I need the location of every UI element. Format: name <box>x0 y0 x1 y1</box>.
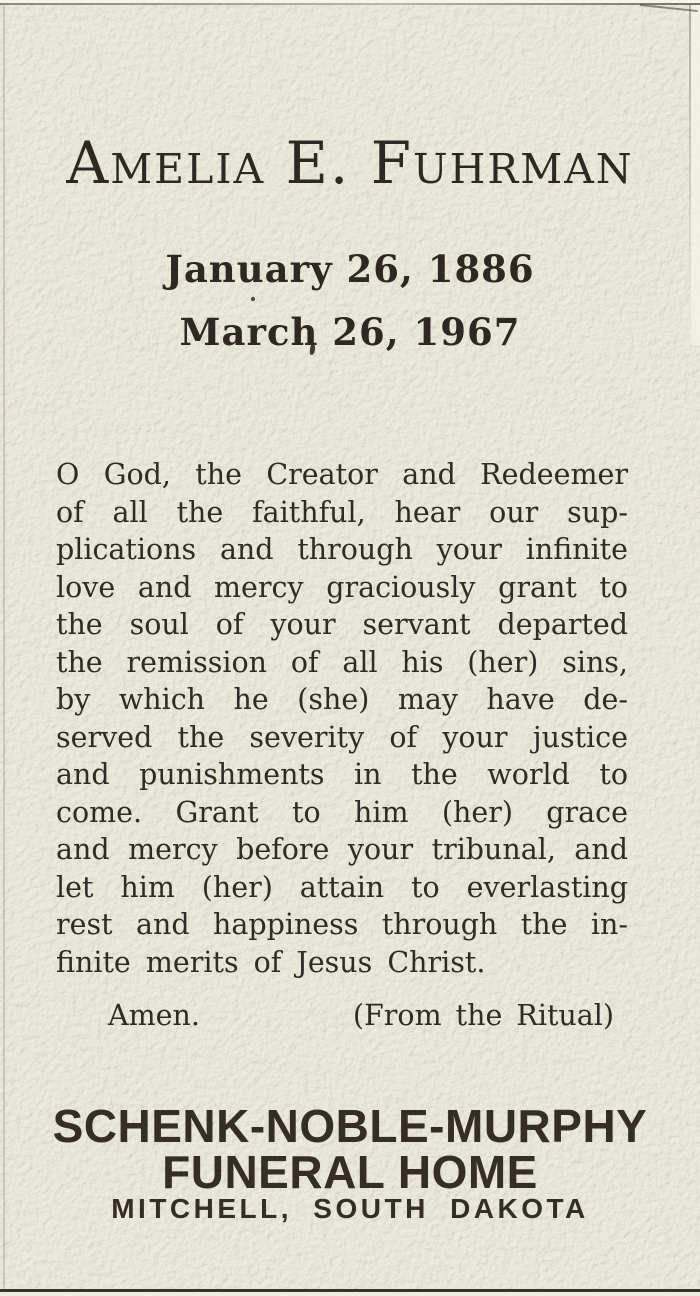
prayer-line: come. Grant to him (her) grace <box>56 795 628 829</box>
scan-edge-top-line <box>0 3 700 5</box>
prayer-line: the soul of your servant departed <box>56 608 628 641</box>
ink-speck <box>251 297 255 301</box>
funeral-home-location: MITCHELL, SOUTH DAKOTA <box>111 1193 589 1224</box>
prayer-line: by which he (she) may have de- <box>56 683 628 716</box>
prayer-line: let him (her) attain to everlasting <box>56 870 628 904</box>
scan-edge-bottom-strip <box>0 1292 700 1296</box>
prayer-text <box>56 456 628 981</box>
funeral-home-name-line2: FUNERAL HOME <box>162 1146 538 1198</box>
ritual-attribution: (From the Ritual) <box>352 999 614 1032</box>
prayer-line: the remission of all his (her) sins, <box>56 645 628 679</box>
prayer-line: plications and through your infinite <box>56 533 628 566</box>
prayer-line: served the severity of your justice <box>56 720 628 754</box>
prayer-line: and mercy before your tribunal, and <box>56 833 628 866</box>
death-date: March 26, 1967 <box>179 310 521 354</box>
prayer-line: rest and happiness through the in- <box>56 908 628 941</box>
prayer-line: finite merits of Jesus Christ. <box>56 945 486 979</box>
prayer-line: love and mercy graciously grant to <box>56 570 628 604</box>
amen-label: Amen. <box>108 999 200 1032</box>
prayer-line: and punishments in the world to <box>56 758 628 791</box>
prayer-closing-row <box>56 997 628 1034</box>
prayer-line: of all the faithful, hear our sup- <box>56 495 628 529</box>
prayer-line: O God, the Creator and Redeemer <box>56 458 628 491</box>
funeral-home-name-line1: SCHENK-NOBLE-MURPHY <box>52 1100 648 1152</box>
birth-date: January 26, 1886 <box>165 247 535 291</box>
deceased-name: Amelia E. Fuhrman <box>66 129 634 197</box>
